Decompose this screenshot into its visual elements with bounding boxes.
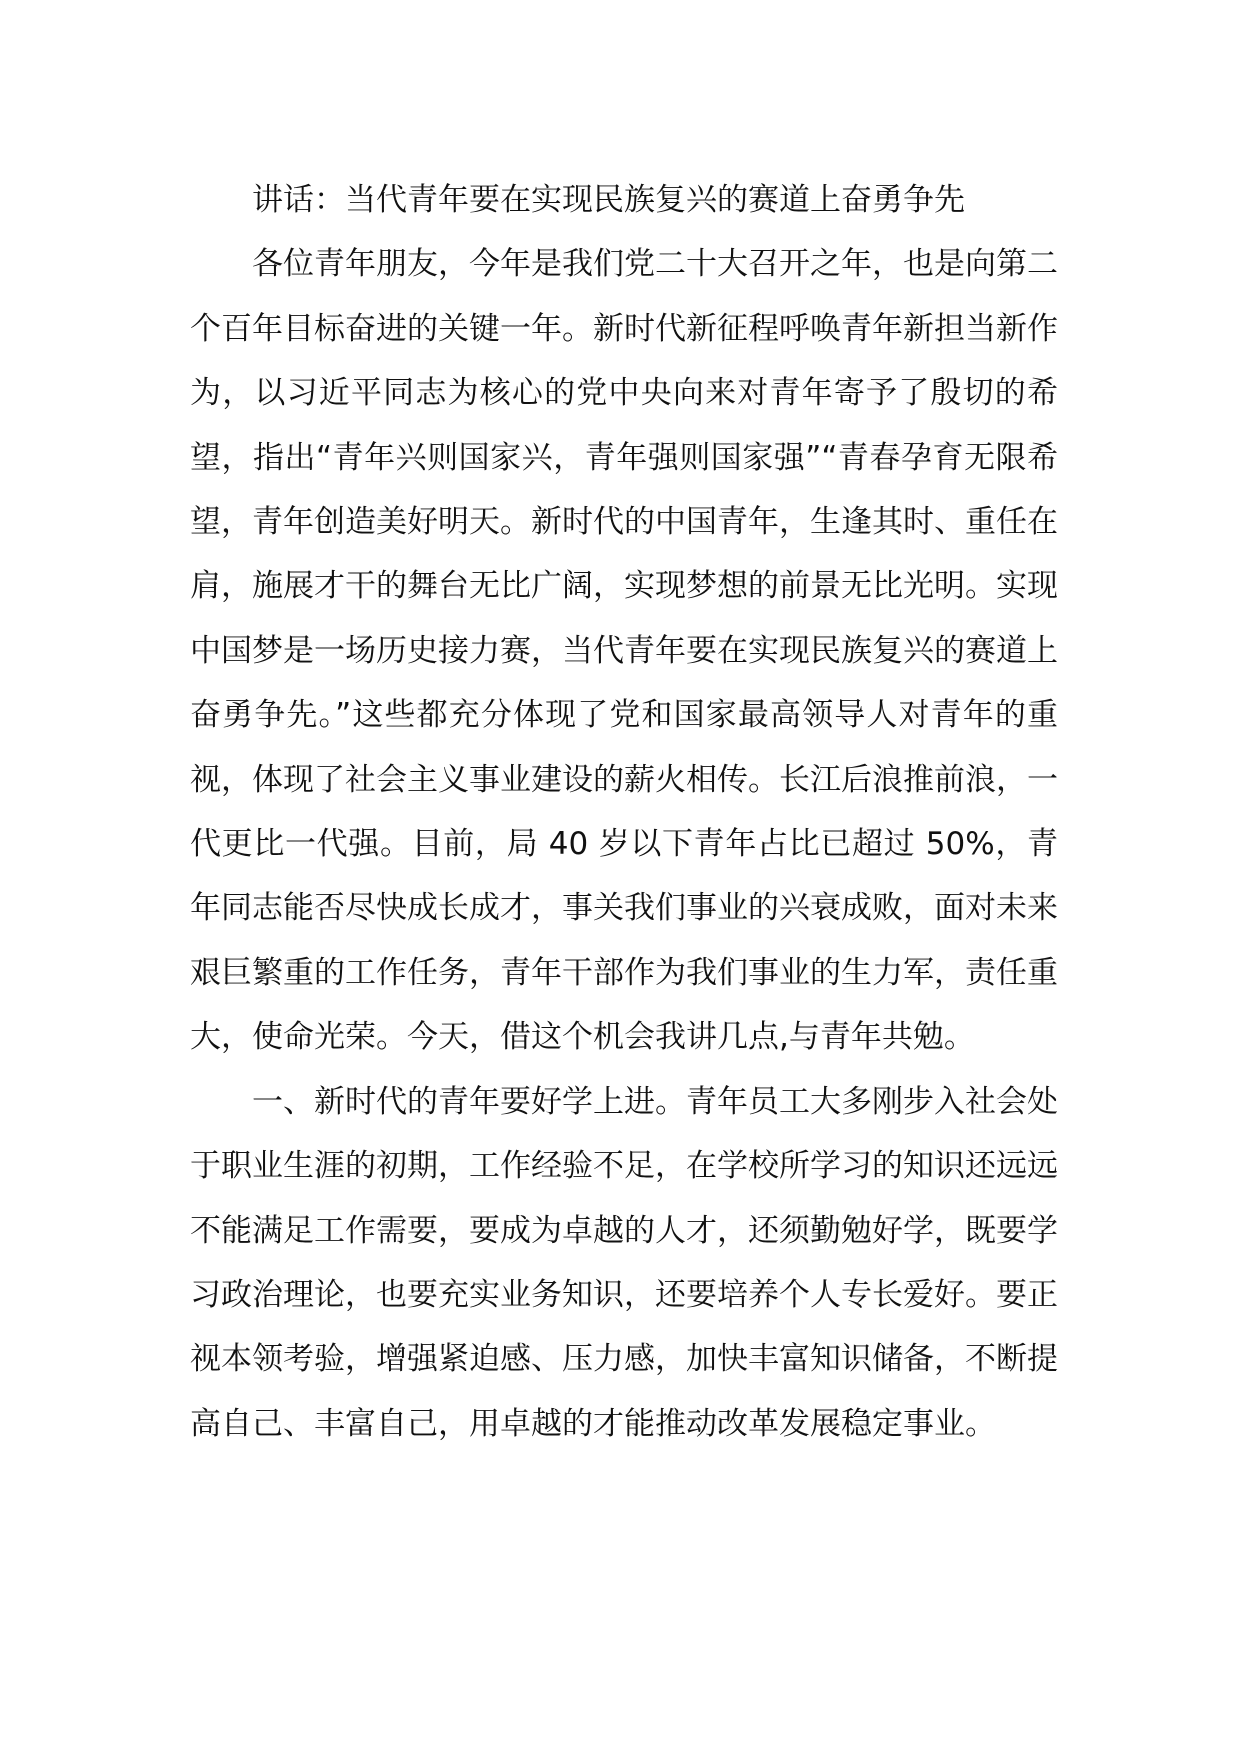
document-body xyxy=(190,168,1058,1456)
document-title: 讲话：当代青年要在实现民族复兴的赛道上奋勇争先 xyxy=(252,182,965,218)
paragraph-point-one: 一、新时代的青年要好学上进。青年员工大多刚步入社会处于职业生涯的初期，工作经验不足，在学校所学习的知识还远远不能满足工作需要，要成为卓越的人才，还须勤勉好学，既要学习政治理论，也要充实业务知识，还要培养个人专长爱好。要正视本领考验，增强紧迫感、压力感，加快丰富知识储备，不断提高自己、丰富自己，用卓越的才能推动改革发展稳定事业。 xyxy=(190,1083,1058,1442)
paragraph-opening: 各位青年朋友，今年是我们党二十大召开之年，也是向第二个百年目标奋进的关键一年。新时代新征程呼唤青年新担当新作为，以习近平同志为核心的党中央向来对青年寄予了殷切的希望，指出“青年兴则国家兴，青年强则国家强”“青春孕育无限希望，青年创造美好明天。新时代的中国青年，生逢其时、重任在肩，施展才干的舞台无比广阔，实现梦想的前景无比光明。实现中国梦是一场历史接力赛，当代青年要在实现民族复兴的赛道上奋勇争先。”这些都充分体现了党和国家最高领导人对青年的重视，体现了社会主义事业建设的薪火相传。长江后浪推前浪，一代更比一代强。目前，局 40 岁以下青年占比已超过 50%，青年同志能否尽快成长成才，事关我们事业的兴衰成败，面对未来艰巨繁重的工作任务，青年干部作为我们事业的生力军，责任重大，使命光荣。今天，借这个机会我讲几点,与青年共勉。 xyxy=(190,246,1058,1056)
